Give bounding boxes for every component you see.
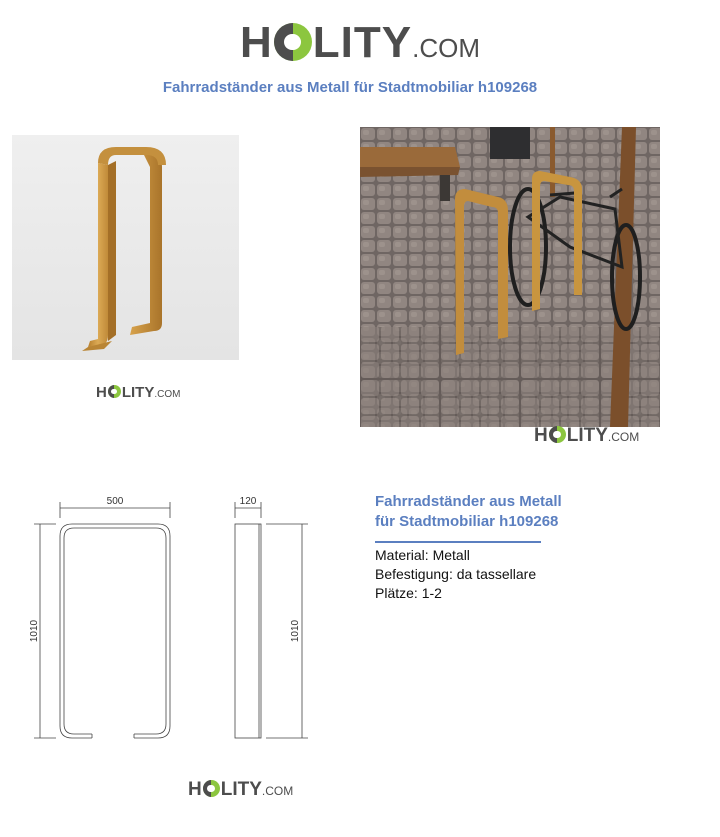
- logo-letter-h: H: [534, 425, 548, 446]
- bike-rack-scene: [360, 127, 660, 427]
- front-height-label: 1010: [29, 619, 40, 643]
- logo-text: LITY: [312, 18, 413, 67]
- page-title: Fahrradständer aus Metall für Stadtmobiliar h109268: [162, 79, 538, 96]
- logo-o-icon: [203, 780, 220, 797]
- product-photo: [12, 135, 239, 360]
- logo-o-icon: [549, 426, 566, 443]
- spec-list: [375, 546, 536, 603]
- logo-com: .COM: [412, 33, 480, 63]
- bike-rack-render: [12, 135, 239, 360]
- product-title: [375, 492, 695, 532]
- spec-material: Material: Metall: [375, 547, 470, 563]
- spec-places: Plätze: 1-2: [375, 585, 442, 601]
- holity-logo[interactable]: [240, 18, 480, 68]
- front-width-label: 500: [106, 496, 124, 507]
- logo-text: LITY: [566, 425, 608, 446]
- title-divider: [375, 541, 541, 543]
- logo-text: LITY: [220, 779, 262, 800]
- spec-fastening: Befestigung: da tassellare: [375, 566, 537, 582]
- side-height-label: 1010: [290, 619, 301, 643]
- side-width-label: 120: [239, 496, 257, 507]
- watermark-logo: [534, 424, 639, 447]
- logo-com: .COM: [154, 389, 181, 400]
- logo-letter-h: H: [188, 779, 202, 800]
- scene-photo: [360, 127, 660, 427]
- logo-text: LITY: [121, 384, 155, 401]
- product-title-line2: für Stadtmobiliar h109268: [375, 513, 559, 530]
- logo-com: .COM: [261, 784, 294, 798]
- logo-letter-h: H: [96, 384, 107, 401]
- product-title-line1: Fahrradständer aus Metall: [375, 493, 562, 510]
- watermark-logo: [96, 384, 180, 401]
- logo-o-icon: [108, 385, 121, 398]
- logo-com: .COM: [607, 430, 640, 444]
- watermark-logo: [188, 778, 293, 801]
- technical-drawing: [20, 490, 320, 750]
- logo-letter-h: H: [240, 18, 273, 67]
- logo-o-icon: [274, 23, 312, 61]
